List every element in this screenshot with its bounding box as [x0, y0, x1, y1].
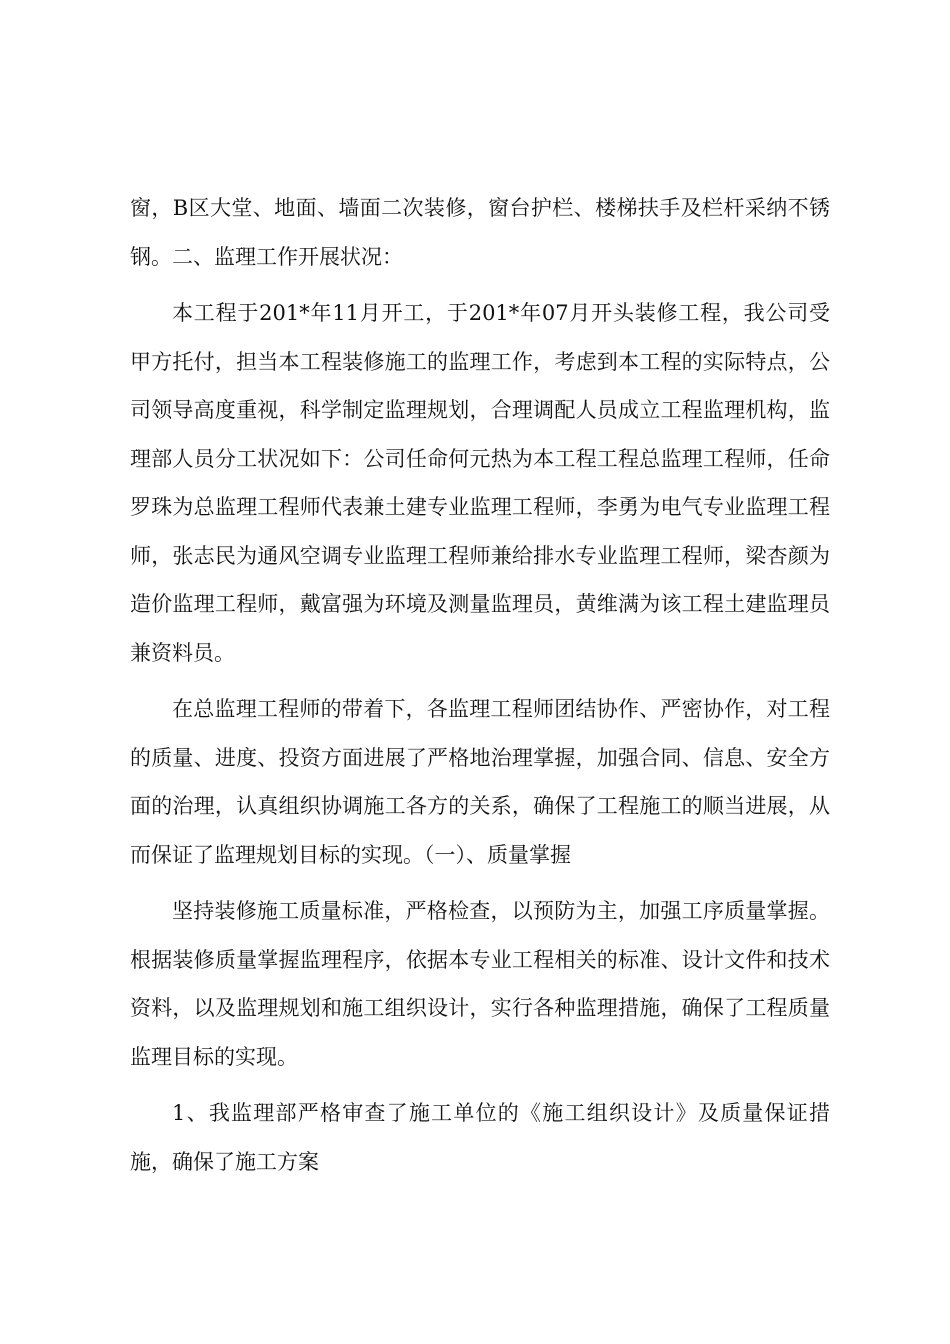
document-body	[130, 184, 830, 1186]
paragraph-team-coordination: 在总监理工程师的带着下，各监理工程师团结协作、严密协作，对工程的质量、进度、投资方面进展了严格地治理掌握，加强合同、信息、安全方面的治理，认真组织协调施工各方的关系，确保了工程施工的顺当进展，从而保证了监理规划目标的实现。（一）、质量掌握	[130, 697, 830, 867]
paragraph-item-1: 1、我监理部严格审查了施工单位的《施工组织设计》及质量保证措施，确保了施工方案	[130, 1101, 830, 1174]
paragraph-quality-standard: 坚持装修施工质量标准，严格检查，以预防为主，加强工序质量掌握。根据装修质量掌握监理程序，依据本专业工程相关的标准、设计文件和技术资料，以及监理规划和施工组织设计，实行各种监理措施，确保了工程质量监理目标的实现。	[130, 899, 830, 1069]
paragraph-project-overview: 本工程于201*年11月开工，于201*年07月开头装修工程，我公司受甲方托付，担当本工程装修施工的监理工作，考虑到本工程的实际特点，公司领导高度重视，科学制定监理规划，合理调配人员成立工程监理机构，监理部人员分工状况如下：公司任命何元热为本工程工程总监理工程师，任命罗珠为总监理工程师代表兼土建专业监理工程师，李勇为电气专业监理工程师，张志民为通风空调专业监理工程师兼给排水专业监理工程师，梁杏颜为造价监理工程师，戴富强为环境及测量监理员，黄维满为该工程土建监理员兼资料员。	[130, 301, 830, 665]
paragraph-continuation: 窗，B区大堂、地面、墙面二次装修，窗台护栏、楼梯扶手及栏杆采纳不锈钢。二、监理工作开展状况：	[130, 196, 830, 269]
